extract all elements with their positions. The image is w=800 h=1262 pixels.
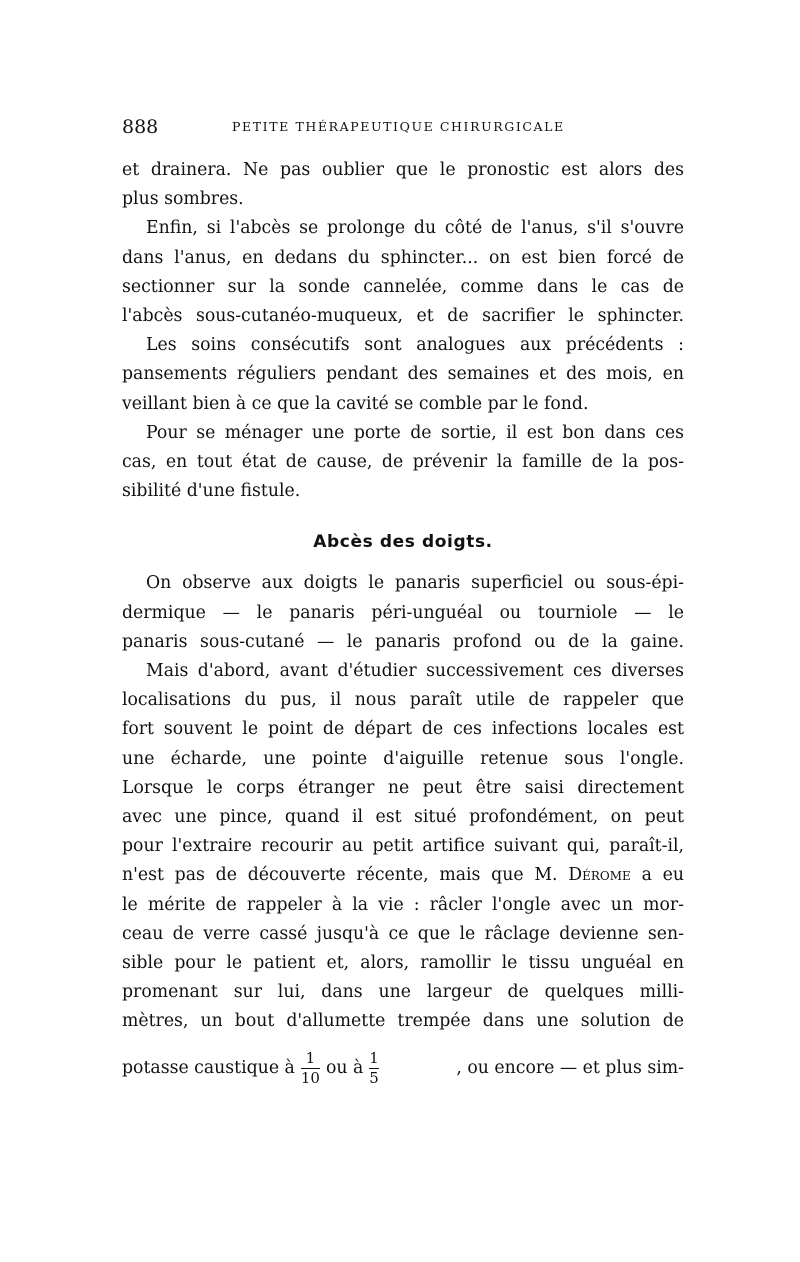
text-line: Mais d'abord, avant d'étudier successivement ces diverses bbox=[146, 661, 684, 681]
text-line: une écharde, une pointe d'aiguille retenue sous l'ongle. bbox=[122, 748, 684, 769]
text-line: mètres, un bout d'allumette trempée dans une solution de bbox=[122, 1011, 684, 1032]
text-line: fort souvent le point de départ de ces infections locales est bbox=[122, 719, 684, 740]
page-number: 888 bbox=[122, 116, 159, 138]
text-line: sible pour le patient et, alors, ramollir le tissu unguéal en bbox=[122, 952, 684, 973]
text-line: sibilité d'une fistule. bbox=[122, 481, 301, 502]
fraction-line bbox=[122, 1044, 684, 1092]
running-head bbox=[122, 116, 682, 142]
text-fragment: ou à bbox=[325, 1057, 364, 1078]
fraction-denominator: 5 bbox=[369, 1068, 379, 1087]
fraction-segment bbox=[122, 1050, 379, 1087]
text-fragment: , ou encore — et plus sim- bbox=[456, 1057, 684, 1078]
body-text bbox=[122, 156, 684, 1092]
text-line: sectionner sur la sonde cannelée, comme dans le cas de bbox=[122, 276, 684, 297]
fraction-numerator: 1 bbox=[305, 1048, 316, 1067]
text-line: le mérite de rappeler à la vie : râcler l'ongle avec un mor- bbox=[122, 894, 684, 915]
text-line: panaris sous-cutané — le panaris profond ou de la gaine. bbox=[122, 631, 684, 652]
text-line: Lorsque le corps étranger ne peut être saisi directement bbox=[122, 777, 684, 798]
fraction-one-tenth bbox=[301, 1050, 320, 1087]
text-line-with-author bbox=[122, 861, 684, 890]
text-line: Pour se ménager une porte de sortie, il est bon dans ces bbox=[146, 422, 684, 443]
text-line: veillant bien à ce que la cavité se comble par le fond. bbox=[122, 393, 589, 414]
text-line: On observe aux doigts le panaris superficiel ou sous-épi- bbox=[146, 573, 684, 594]
text-fragment: a eu bbox=[630, 865, 684, 886]
fraction-numerator: 1 bbox=[369, 1048, 379, 1067]
text-line: et drainera. Ne pas oublier que le pronostic est alors des bbox=[122, 160, 684, 180]
fraction-denominator: 10 bbox=[300, 1068, 320, 1087]
text-line: pansements réguliers pendant des semaines et des mois, en bbox=[122, 364, 684, 385]
text-line: promenant sur lui, dans une largeur de quelques milli- bbox=[122, 982, 684, 1003]
text-line: localisations du pus, il nous paraît utile de rappeler que bbox=[122, 690, 684, 711]
text-line: Les soins consécutifs sont analogues aux précédents : bbox=[146, 335, 684, 356]
text-line: dans l'anus, en dedans du sphincter... on est bien forcé de bbox=[122, 247, 684, 268]
text-line: cas, en tout état de cause, de prévenir la famille de la pos- bbox=[122, 451, 684, 472]
text-line: avec une pince, quand il est situé profondément, on peut bbox=[122, 806, 684, 827]
text-line: l'abcès sous-cutanéo-muqueux, et de sacrifier le sphincter. bbox=[122, 305, 684, 326]
text-line: plus sombres. bbox=[122, 189, 244, 210]
running-title: PETITE THÉRAPEUTIQUE CHIRURGICALE bbox=[232, 119, 565, 134]
text-line: pour l'extraire recourir au petit artifice suivant qui, paraît-il, bbox=[122, 836, 684, 857]
text-line: ceau de verre cassé jusqu'à ce que le râclage devienne sen- bbox=[122, 923, 684, 944]
text-line: Enfin, si l'abcès se prolonge du côté de l'anus, s'il s'ouvre bbox=[146, 218, 684, 239]
text-line: dermique — le panaris péri-unguéal ou tourniole — le bbox=[122, 602, 684, 623]
author-name: Dérome bbox=[568, 865, 631, 886]
text-fragment: n'est pas de découverte récente, mais que M. bbox=[122, 865, 569, 886]
section-title: Abcès des doigts. bbox=[313, 532, 493, 553]
text-fragment: potasse caustique à bbox=[122, 1057, 295, 1078]
fraction-one-fifth bbox=[369, 1050, 379, 1087]
